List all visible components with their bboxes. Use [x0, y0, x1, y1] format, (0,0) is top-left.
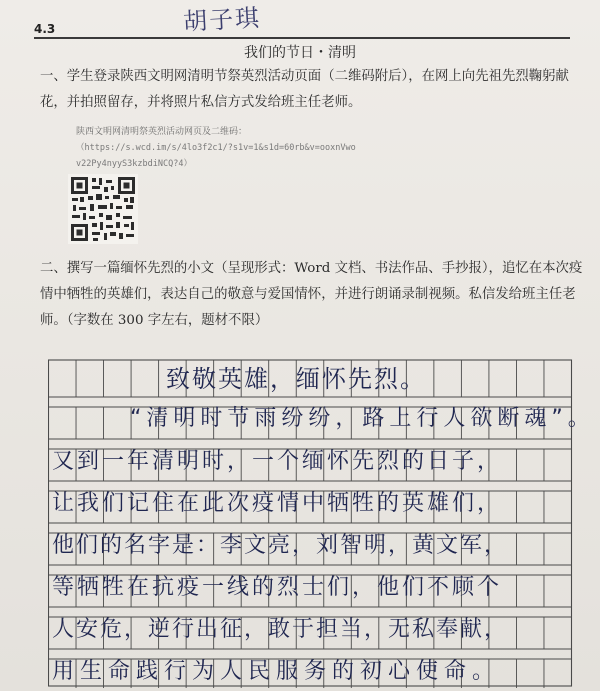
essay-line-6: 人安危，逆行出征，敢于担当，无私奉献，: [52, 617, 509, 642]
essay-line-1: “清明时节雨纷纷，路上行人欲断魂”。: [130, 406, 595, 431]
section-two-text: 二、撰写一篇缅怀先烈的小文（呈现形式：Word 文档、书法作品、手抄报），追忆在本次疫情中牺牲的英雄们，表达自己的敬意与爱国情怀，并进行朗诵录制视频。私信发给班主任老师。（字数在 300 字左右，题材不限）: [40, 261, 583, 328]
header-rule: [34, 37, 570, 39]
essay-line-2: 又到一年清明时，一个缅怀先烈的日子，: [52, 449, 503, 474]
essay-line-5: 等牺牲在抗疫一线的烈士们，他们不顾个: [52, 575, 503, 600]
page-heading: 我们的节日・清明: [244, 45, 356, 61]
essay-line-7: 用生命践行为人民服务的初心使命。: [52, 659, 501, 684]
qr-info-box: [62, 120, 356, 245]
qr-code-image[interactable]: [68, 174, 138, 244]
section-one-text: 一、学生登录陕西文明网清明节祭英烈活动页面（二维码附后），在网上向先祖先烈鞠躬献花，并拍照留存，并将照片私信方式发给班主任老师。: [40, 69, 569, 110]
qr-title: 陕西文明网清明祭英烈活动网页及二维码：: [76, 127, 248, 137]
essay-grid-paper: [48, 352, 595, 688]
handwritten-name: 胡子琪: [182, 3, 262, 37]
qr-url-line2: v22Py4nyyS3kzbdiNCQ?4）: [76, 159, 192, 169]
essay-title: 致敬英雄，缅怀先烈。: [166, 365, 426, 393]
qr-url-line1: （https://s.wcd.im/s/4lo3f2c1/?s1v=1&s1d=60rb&v=ooxnVwo: [76, 143, 356, 153]
essay-line-3: 让我们记住在此次疫情中牺牲的英雄们，: [52, 491, 503, 516]
page-number: 4.3: [34, 22, 56, 36]
essay-line-4: 他们的名字是：李文亮，刘智明，黄文军，: [52, 533, 509, 558]
